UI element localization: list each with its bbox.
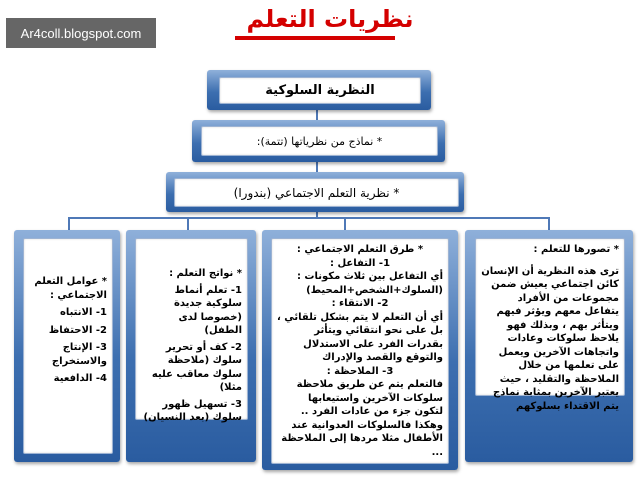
methods-heading: * طرق التعلم الاجتماعي :	[296, 244, 424, 255]
methods-interaction-body: أي التفاعل بين ثلاث مكونات : (السلوك+الشخص+المحيط)	[296, 271, 443, 296]
blog-watermark: Ar4coll.blogspot.com	[6, 18, 156, 48]
outcomes-item: 2- كف أو تحرير سلوك (ملاحظة سلوك معاقب عليه مثلا)	[151, 341, 242, 393]
factors-item: 3- الإنتاج والاستخراج	[51, 342, 107, 367]
title-underline	[235, 36, 395, 40]
methods-observation-title: 3- الملاحظة :	[326, 365, 394, 377]
methods-selection-body: أي أن التعلم لا يتم بشكل تلقائي ، بل على نحو انتقائي ويتأثر بقدرات الفرد على الاستدلال والتوقع والقصد والإدراك	[276, 311, 443, 363]
methods-observation-body: فالتعلم يتم عن طريق ملاحظة سلوكات الآخرين واستيعابها لتكون جزء من عادات الفرد .. وهكذا فالسلوكات العدوانية عند الأطفال مثلا مردها إلى الملاحظة ...	[281, 379, 443, 458]
methods-panel	[271, 238, 449, 464]
connector-branch	[548, 217, 550, 231]
concepts-body: ترى هذه النظرية أن الإنسان كائن اجتماعي يعيش ضمن مجموعات من الأفراد يتفاعل معهم ويؤثر فيهم ويتأثر بهم ، وبذلك فهو يلاحظ سلوكات وعادات واتجاهات الآخرين ويعمل على تعلمها من خلال الملاحظة والتقليد ، حيث يعتبر الآخرين بمثابة نماذج يتم الاقتداء بسلوكهم	[481, 265, 619, 412]
factors-item: 2- الاحتفاظ	[48, 324, 107, 336]
outcomes-panel	[135, 238, 248, 423]
factors-heading: * عوامل التعلم الاجتماعي :	[34, 276, 107, 301]
factors-item: 1- الانتباه	[59, 307, 107, 318]
connector-horizontal	[68, 217, 550, 219]
connector-branch	[344, 217, 346, 231]
social-learning-label: * نظرية التعلم الاجتماعي (بندورا)	[174, 178, 459, 207]
connector-branch	[187, 217, 189, 231]
methods-interaction-title: 1- التفاعل :	[329, 257, 391, 269]
behavioral-theory-label: النظرية السلوكية	[219, 77, 421, 104]
concepts-heading: * تصورها للتعلم :	[533, 244, 619, 255]
methods-selection-title: 2- الانتقاء :	[331, 298, 389, 309]
factors-panel	[23, 238, 113, 454]
outcomes-heading: * نواتج التعلم :	[169, 268, 242, 279]
connector-branch	[68, 217, 70, 231]
factors-item: 4- الدافعية	[53, 373, 107, 384]
models-label: * نماذج من نظرياتها (تتمة):	[201, 126, 438, 156]
outcomes-item: 1- تعلم أنماط سلوكية جديدة (خصوصا لدى الطفل)	[173, 284, 242, 336]
page-title: نظريات التعلم	[246, 5, 414, 33]
concepts-panel	[475, 238, 625, 412]
outcomes-item: 3- تسهيل ظهور سلوك (بعد النسيان)	[143, 398, 242, 423]
